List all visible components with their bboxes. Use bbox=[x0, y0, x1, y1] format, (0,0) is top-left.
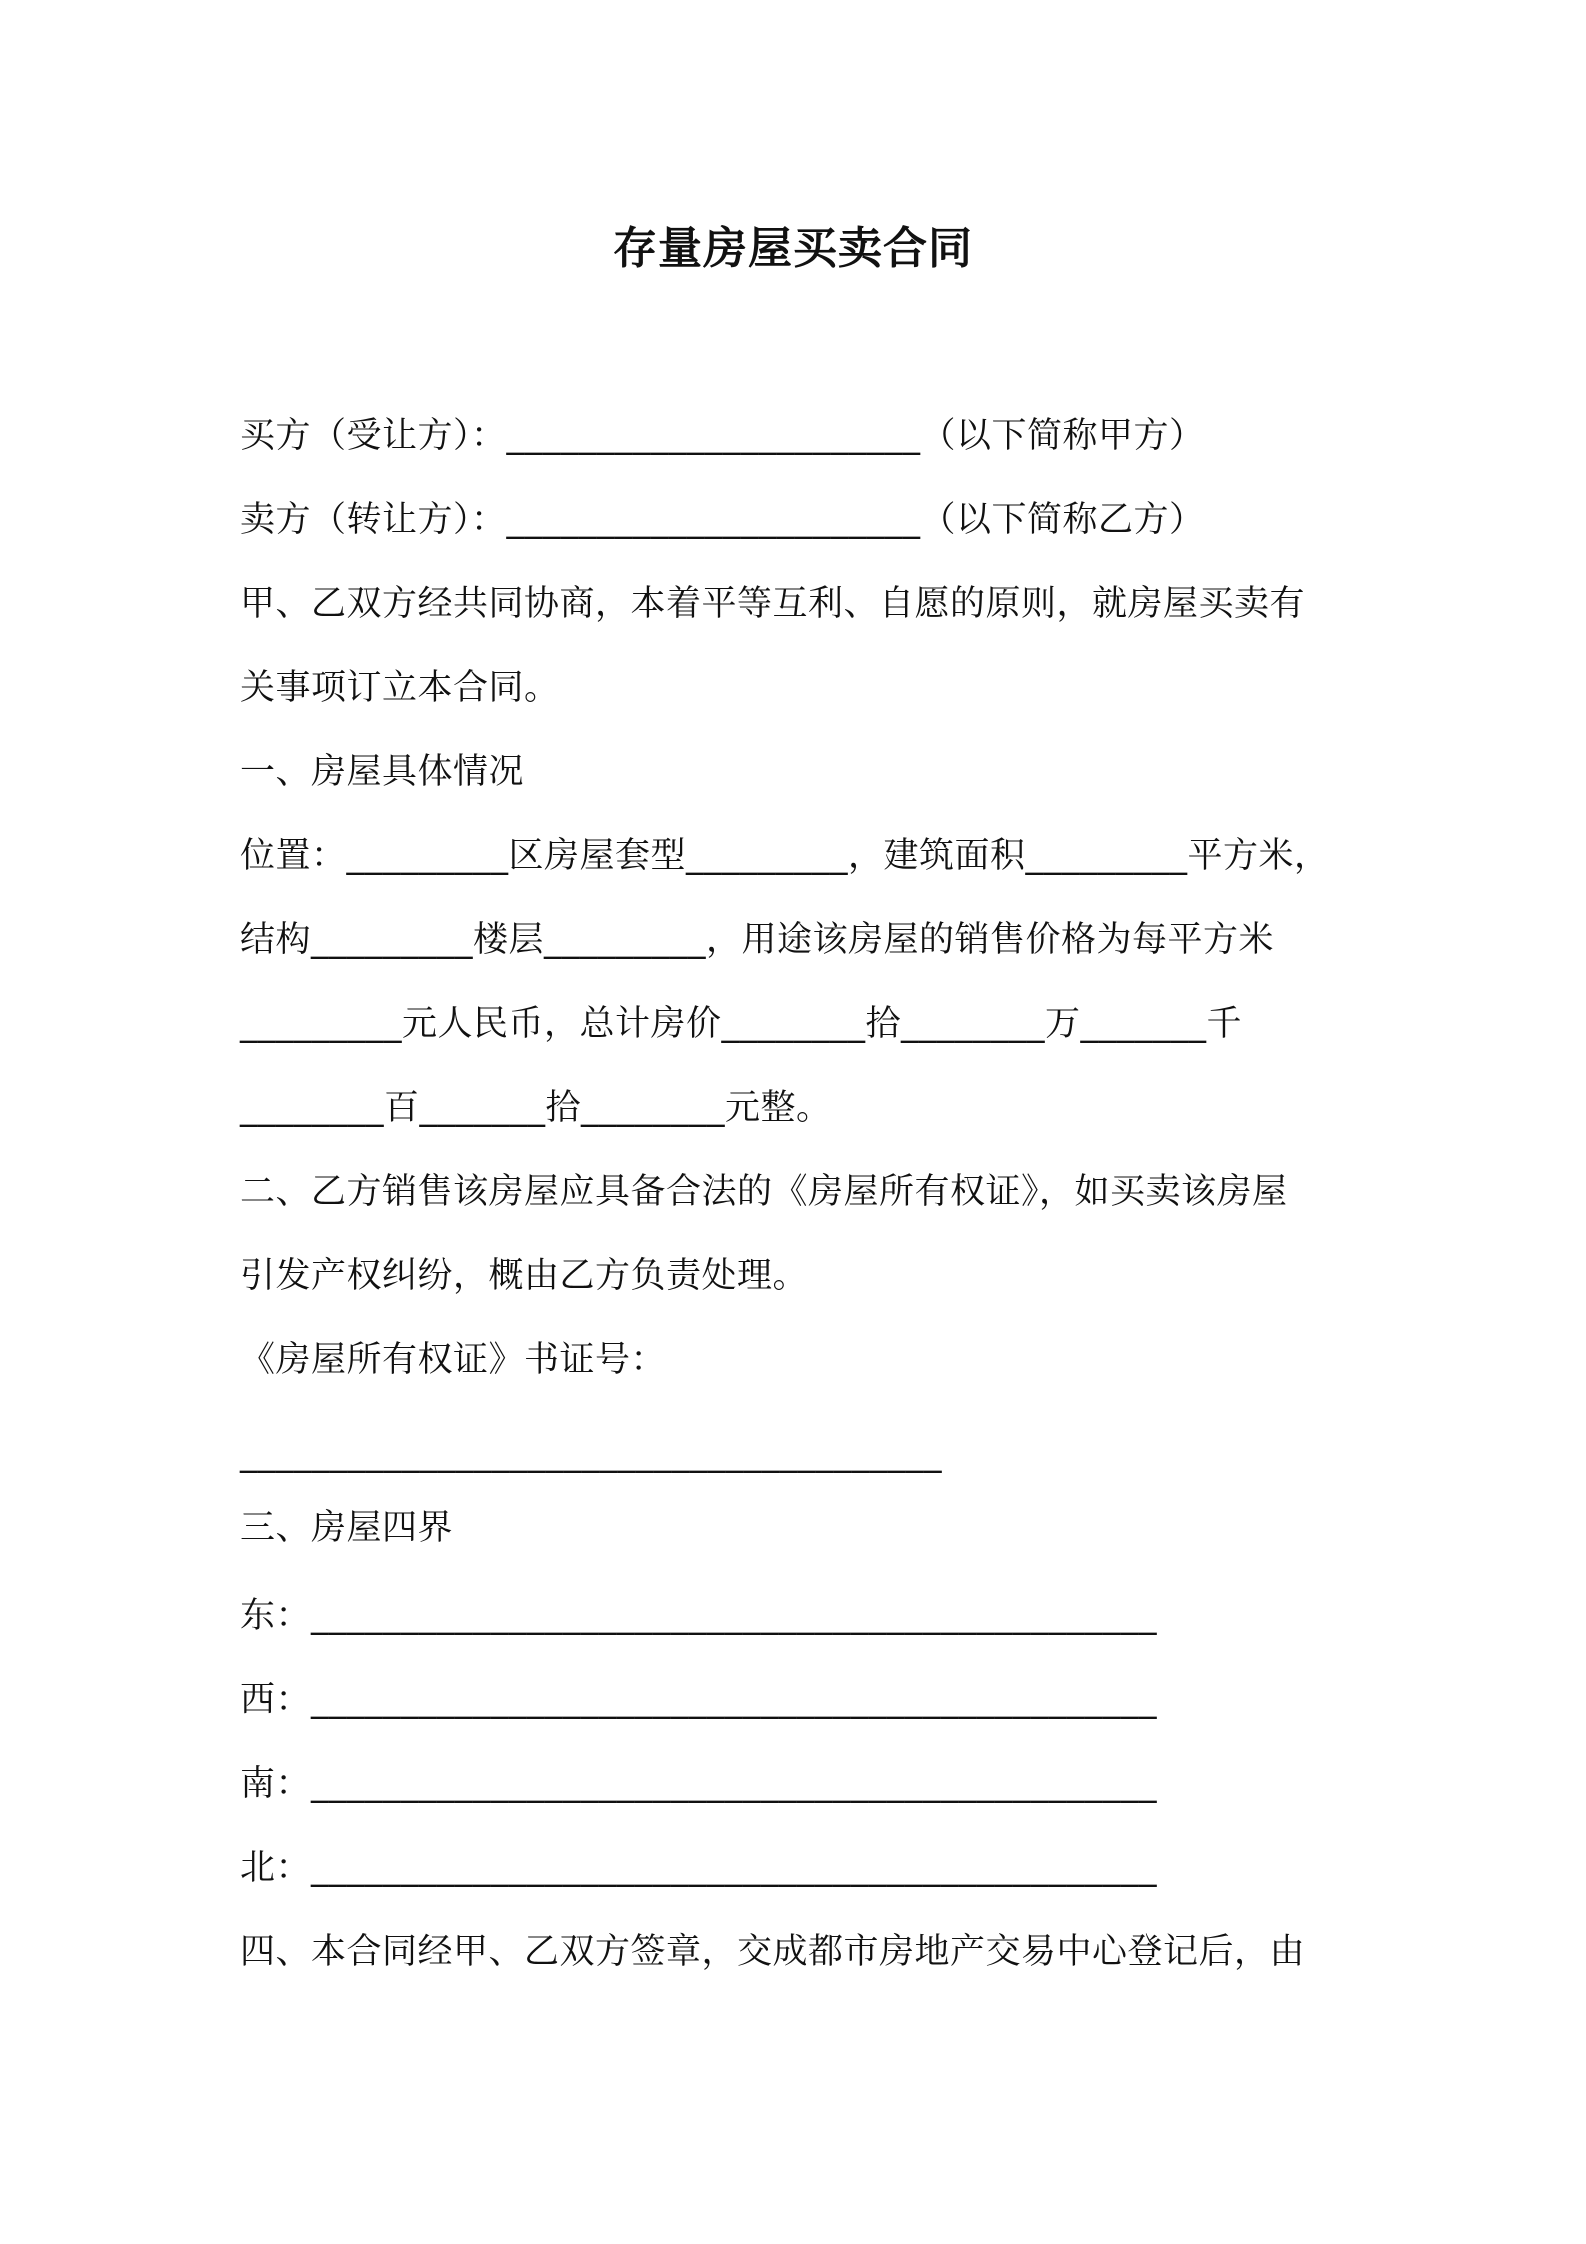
boundary-south: 南：_______________________________________________ bbox=[240, 1764, 1158, 1804]
boundary-east: 东：_______________________________________________ bbox=[240, 1596, 1158, 1636]
certificate-number-blank: _______________________________________ bbox=[240, 1434, 942, 1474]
section-3-heading: 三、房屋四界 bbox=[240, 1508, 454, 1548]
boundary-west: 西：_______________________________________________ bbox=[240, 1680, 1158, 1720]
section-4-line-1: 四、本合同经甲、乙双方签章，交成都市房地产交易中心登记后，由 bbox=[240, 1932, 1306, 1972]
certificate-number-label: 《房屋所有权证》书证号： bbox=[240, 1340, 667, 1380]
preamble-line-1: 甲、乙双方经共同协商，本着平等互利、自愿的原则，就房屋买卖有 bbox=[240, 584, 1306, 624]
price-line-2: ________百_______拾________元整。 bbox=[240, 1088, 832, 1128]
section-2-line-2: 引发产权纠纷，概由乙方负责处理。 bbox=[240, 1256, 809, 1296]
document-title: 存量房屋买卖合同 bbox=[613, 223, 973, 274]
seller-line: 卖方（转让方）：_______________________（以下简称乙方） bbox=[240, 500, 1205, 540]
structure-line: 结构_________楼层_________，用途该房屋的销售价格为每平方米 bbox=[240, 920, 1275, 960]
buyer-line: 买方（受让方）：_______________________（以下简称甲方） bbox=[240, 416, 1205, 456]
section-2-line-1: 二、乙方销售该房屋应具备合法的《房屋所有权证》，如买卖该房屋 bbox=[240, 1172, 1288, 1212]
boundary-north: 北：_______________________________________________ bbox=[240, 1848, 1158, 1888]
preamble-line-2: 关事项订立本合同。 bbox=[240, 668, 560, 708]
section-1-heading: 一、房屋具体情况 bbox=[240, 752, 525, 792]
location-line: 位置：_________区房屋套型_________，建筑面积_________平方米， bbox=[240, 836, 1330, 876]
price-line-1: _________元人民币，总计房价________拾________万_______千 bbox=[240, 1004, 1243, 1044]
